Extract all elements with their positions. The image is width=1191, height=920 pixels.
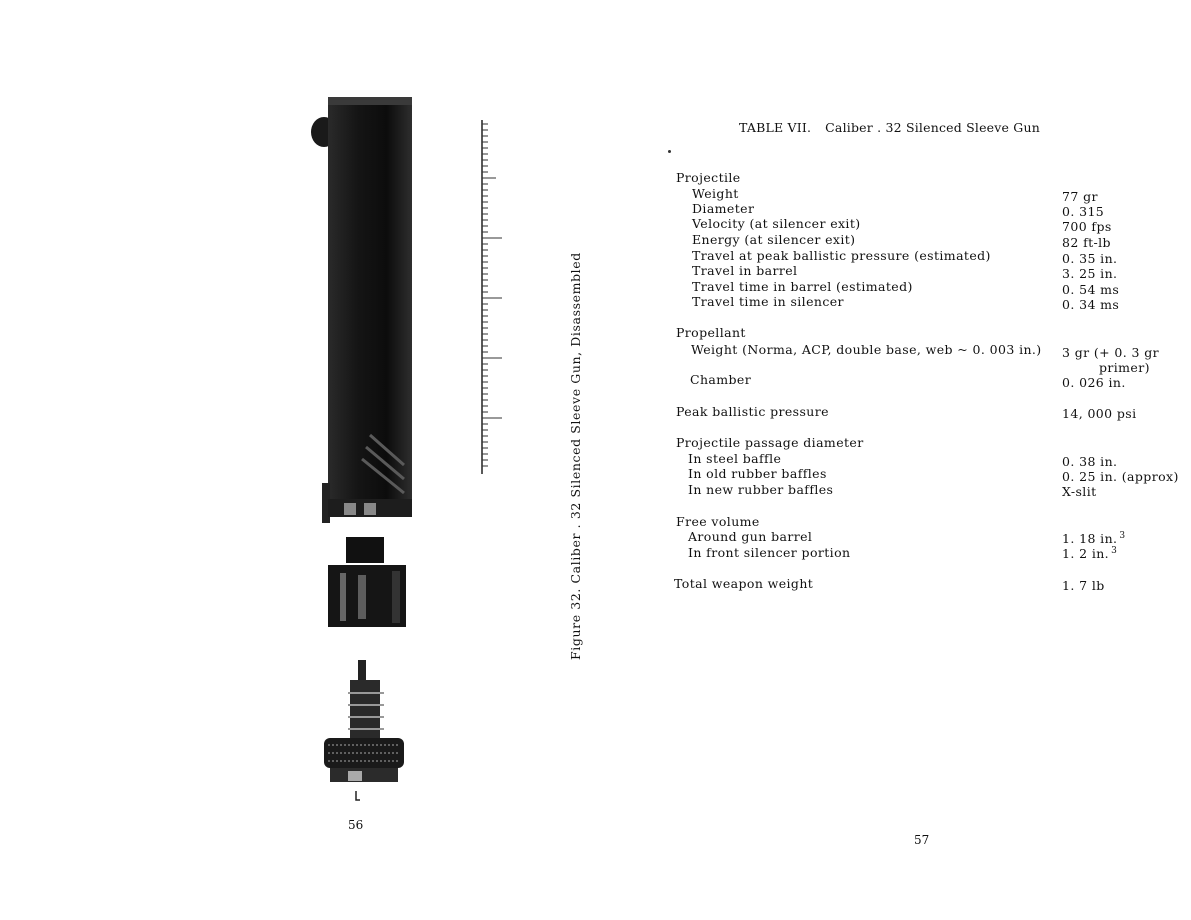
table-subtitle: Caliber . 32 Silenced Sleeve Gun [825, 120, 1040, 135]
row-label: In front silencer portion [688, 545, 851, 560]
row-value: 82 ft-lb [1062, 235, 1111, 250]
section-header: Total weapon weight [674, 576, 814, 591]
row-value [1062, 546, 1117, 561]
row-value: 77 gr [1062, 189, 1098, 204]
gun-photo [300, 95, 440, 815]
page-number-right: 57 [914, 833, 930, 847]
row-value: 0. 35 in. [1062, 251, 1118, 266]
row-value [1062, 531, 1126, 546]
row-label: Travel time in barrel (estimated) [692, 279, 913, 294]
table-title [739, 120, 1040, 135]
row-value: 0. 34 ms [1062, 297, 1120, 312]
row-value: X-slit [1062, 484, 1097, 499]
row-value: 700 fps [1062, 219, 1112, 234]
row-label: Energy (at silencer exit) [692, 232, 856, 247]
row-label: Chamber [690, 372, 752, 387]
row-value-continued: primer) [1099, 360, 1150, 375]
row-value: 3 gr (+ 0. 3 gr [1062, 345, 1160, 360]
row-value: 1. 7 lb [1062, 578, 1105, 593]
superscript: 3 [1111, 546, 1118, 556]
table-number: TABLE VII. [739, 120, 812, 135]
section-header: Peak ballistic pressure [676, 404, 829, 419]
row-value: 0. 026 in. [1062, 375, 1126, 390]
ruler-scale [478, 118, 508, 476]
row-label: Diameter [692, 201, 755, 216]
row-value: 3. 25 in. [1062, 266, 1118, 281]
row-value: 0. 54 ms [1062, 282, 1120, 297]
row-value: 14, 000 psi [1062, 406, 1137, 421]
row-value: 0. 25 in. (approx) [1062, 469, 1179, 484]
figure-caption: Figure 32. Caliber . 32 Silenced Sleeve Gun, Disassembled [568, 252, 583, 660]
row-label: Velocity (at silencer exit) [692, 216, 861, 231]
value-text: 1. 2 in. [1062, 546, 1110, 561]
row-label: Around gun barrel [688, 529, 813, 544]
row-label: In new rubber baffles [688, 482, 834, 497]
row-label: Weight [692, 186, 739, 201]
section-header: Free volume [676, 514, 760, 529]
row-label: In old rubber baffles [688, 466, 827, 481]
disassembled-gun-illustration [300, 95, 440, 815]
row-label: Travel at peak ballistic pressure (estimated) [692, 248, 991, 263]
speck-mark [668, 150, 671, 153]
row-label: In steel baffle [688, 451, 782, 466]
value-text: 1. 18 in. [1062, 531, 1118, 546]
ruler-ticks [478, 118, 508, 476]
row-value: 0. 315 [1062, 204, 1105, 219]
superscript: 3 [1119, 531, 1126, 541]
page-number-left: 56 [348, 818, 364, 832]
section-header: Projectile [676, 170, 741, 185]
row-label: Travel time in silencer [692, 294, 844, 309]
row-label: Travel in barrel [692, 263, 798, 278]
section-header: Projectile passage diameter [676, 435, 864, 450]
section-header: Propellant [676, 325, 746, 340]
row-value: 0. 38 in. [1062, 454, 1118, 469]
row-label: Weight (Norma, ACP, double base, web ~ 0. 003 in.) [691, 342, 1042, 357]
